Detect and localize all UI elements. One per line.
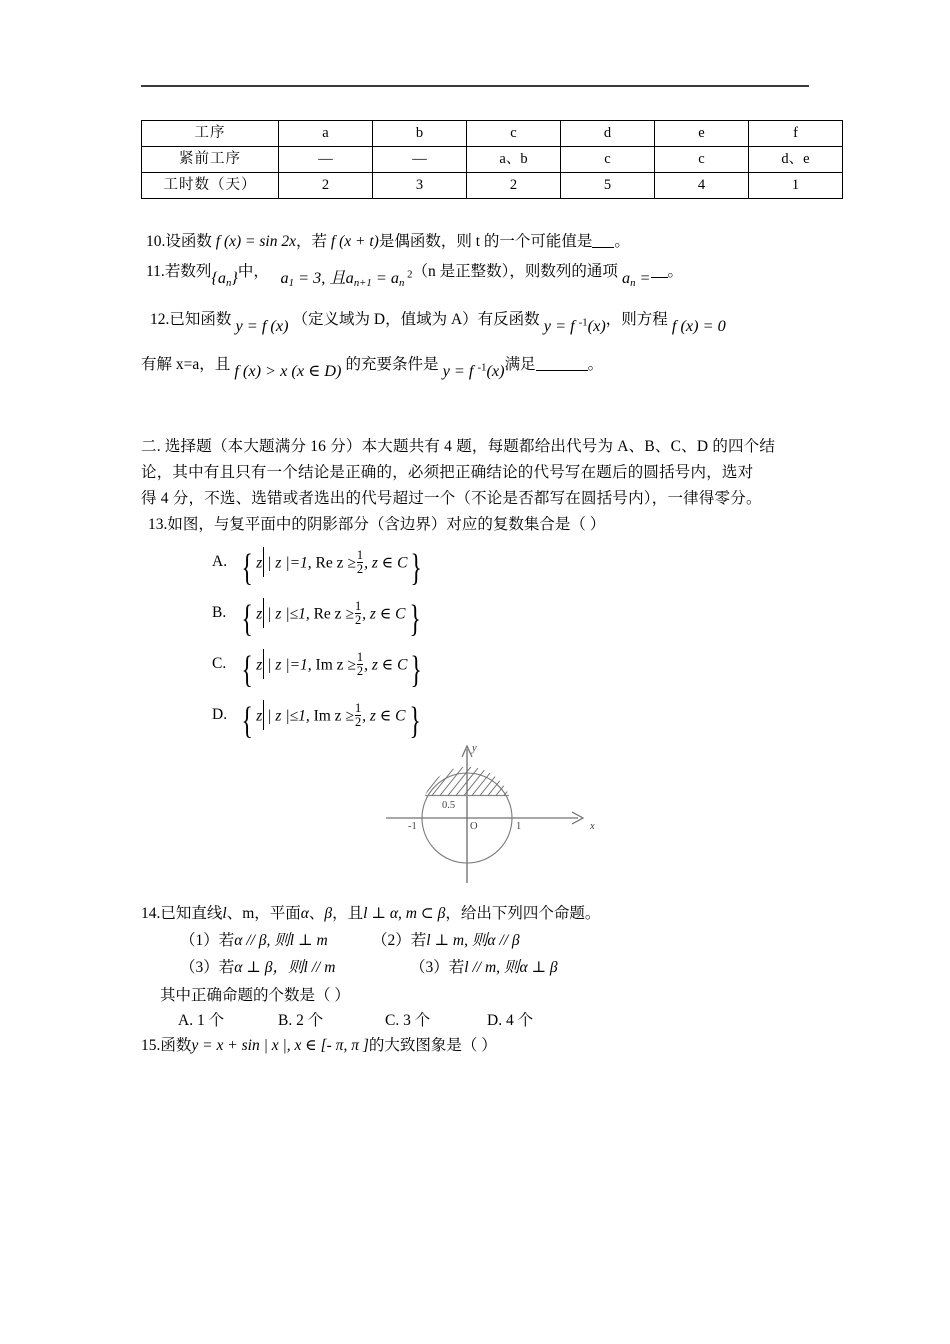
section-2-heading-line-3: 得 4 分，不选、选错或者选出的代号超过一个（不论是否都写在圆括号内），一律得零分。 — [141, 490, 762, 507]
complex-plane-figure — [350, 743, 610, 893]
option-c-expression: { z | z |=1, Im z ≥ $\frac{1}{2}$ , z ∈ C} — [241, 649, 423, 691]
option-a-expression: { z | z |=1, Re z ≥ $\frac{1}{2}$ , z ∈ C} — [241, 547, 423, 589]
question-12-text-5: 的充要条件是 — [345, 356, 439, 373]
question-13-stem-text: 如图，与复平面中的阴影部分（含边界）对应的复数集合是（ ） — [167, 516, 606, 533]
question-12-number: 12. — [150, 311, 170, 328]
question-12-text-1: 已知函数 — [169, 311, 232, 328]
question-10-number: 10. — [146, 233, 166, 250]
table-cell: d — [561, 121, 655, 147]
question-11-math-1: $\{a_n\}$ — [211, 268, 238, 289]
question-12-math-2: y = f $^{-1}$(x) — [543, 316, 606, 335]
question-11-answer-blank[interactable] — [651, 263, 668, 277]
question-10-text-1: 设函数 — [165, 233, 212, 250]
option-b-relation: ≥ — [345, 605, 354, 623]
header-rule — [141, 85, 809, 87]
complex-plane-svg — [350, 743, 610, 893]
proposition-3-text: 若 — [218, 959, 235, 976]
table-cell: 2 — [279, 173, 373, 199]
question-13-option-d[interactable] — [212, 699, 424, 743]
proposition-4-text: 若 — [448, 959, 465, 976]
table-row — [142, 173, 843, 199]
y-axis-label: y — [472, 743, 477, 754]
option-d-tail: , z ∈ C — [362, 707, 406, 725]
question-15-text-2: 的大致图象是（ ） — [368, 1037, 497, 1054]
question-14-ask: 其中正确命题的个数是（ ） — [160, 987, 350, 1004]
table-cell: b — [373, 121, 467, 147]
proposition-3-math: α ⊥ β，则l // m — [234, 959, 336, 976]
x-axis-label: x — [590, 821, 595, 832]
question-14-text-1: 已知直线 — [160, 905, 223, 922]
question-11-math-2: $a_1 = 3$, 且$a_{n+1} = a_n$ $^2$ — [280, 268, 413, 289]
option-a-label: A. — [212, 552, 228, 570]
option-b-tail: , z ∈ C — [362, 605, 406, 623]
hatch-pattern — [410, 763, 530, 803]
table-cell: — — [373, 147, 467, 173]
question-14-math-4: l ⊥ α, m ⊂ β — [363, 905, 446, 922]
proposition-4-math: l // m, 则α ⊥ β — [464, 959, 558, 976]
question-14-text-5: ，给出下列四个命题。 — [445, 905, 601, 922]
proposition-2-tag: （2） — [372, 932, 411, 949]
option-a-tail: , z ∈ C — [364, 554, 408, 572]
table-cell: d、e — [749, 147, 843, 173]
option-d-fraction: $\frac{1}{2}$ — [354, 701, 362, 729]
question-13-stem — [148, 515, 605, 534]
question-10-math-1: f (x) = sin 2x — [215, 233, 296, 250]
question-12-answer-blank[interactable] — [536, 356, 588, 370]
option-c-relation: ≥ — [347, 656, 356, 674]
question-10-text-4: 。 — [614, 233, 630, 250]
question-12-text-7: 。 — [587, 356, 604, 373]
option-c-tail: , z ∈ C — [364, 656, 408, 674]
table-row-header: 工时数（天） — [142, 173, 279, 199]
question-14-math-2: α — [300, 905, 309, 922]
question-12-math-4: f (x) > x (x ∈ D) — [234, 361, 346, 380]
question-14-number: 14. — [141, 905, 161, 922]
table-row-header: 紧前工序 — [142, 147, 279, 173]
option-c-fraction: $\frac{1}{2}$ — [356, 650, 364, 678]
tick-label-right: 1 — [516, 821, 522, 832]
question-13-number: 13. — [148, 516, 168, 533]
question-13-option-a[interactable] — [212, 546, 426, 590]
option-b-part: Re z — [313, 605, 342, 623]
question-14-math-3: β — [324, 905, 333, 922]
question-14-text-3: 、 — [308, 905, 325, 922]
option-a-fraction: $\frac{1}{2}$ — [356, 548, 364, 576]
option-d-relation: ≥ — [345, 707, 354, 725]
question-15-text-1: 函数 — [160, 1037, 192, 1054]
question-14-stem — [141, 904, 600, 923]
question-14-choice-d[interactable]: D. 4 个 — [487, 1012, 534, 1029]
question-13-option-b[interactable] — [212, 597, 424, 641]
question-14-proposition-1 — [180, 931, 328, 950]
proposition-2-math: l ⊥ m, 则α // β — [426, 932, 520, 949]
table-cell: c — [561, 147, 655, 173]
table-cell: c — [467, 121, 561, 147]
proposition-1-tag: （1） — [180, 932, 219, 949]
option-d-modulus: | z |≤1, — [267, 707, 310, 725]
question-10-answer-blank[interactable] — [592, 233, 614, 247]
question-14-proposition-3 — [180, 958, 335, 977]
question-12-math-3: f (x) = 0 — [671, 316, 726, 335]
question-11-number: 11. — [146, 263, 165, 280]
question-14-text-2: 、m，平面 — [226, 905, 301, 922]
table-cell: 4 — [655, 173, 749, 199]
question-11-text-1: 若数列 — [164, 263, 212, 280]
question-12-line-2 — [141, 355, 603, 381]
question-12-text-4: 有解 x=a，且 — [141, 356, 231, 373]
question-11-math-3: $a_n$ = — [621, 268, 651, 289]
table-cell: 5 — [561, 173, 655, 199]
question-12-text-3: ，则方程 — [605, 311, 668, 328]
option-d-part: Im z — [313, 707, 342, 725]
option-a-part: Re z — [315, 554, 344, 572]
table-row-header: 工序 — [142, 121, 279, 147]
chord-value-label: 0.5 — [442, 800, 456, 811]
option-d-expression: { z | z |≤1, Im z ≥ $\frac{1}{2}$ , z ∈ C} — [241, 700, 421, 742]
question-14-proposition-2 — [372, 931, 520, 950]
question-14-math-1: l — [222, 905, 227, 922]
question-14-choice-a[interactable]: A. 1 个 — [178, 1012, 225, 1029]
proposition-4-tag: （3） — [410, 959, 449, 976]
question-14-choice-b[interactable]: B. 2 个 — [278, 1012, 324, 1029]
table-cell: c — [655, 147, 749, 173]
table-row — [142, 121, 843, 147]
question-12-text-2: （定义域为 D，值域为 A）有反函数 — [292, 311, 540, 328]
question-10-math-2: f (x + t) — [330, 233, 379, 250]
table-cell: — — [279, 147, 373, 173]
question-15-math-1: y = x + sin | x |, x ∈ [- π, π ] — [191, 1037, 369, 1054]
table-cell: a — [279, 121, 373, 147]
question-15-number: 15. — [141, 1037, 161, 1054]
proposition-1-text: 若 — [218, 932, 235, 949]
question-10 — [146, 232, 630, 251]
proposition-2-text: 若 — [410, 932, 427, 949]
table-row — [142, 147, 843, 173]
table-cell: 3 — [373, 173, 467, 199]
question-12-line-1 — [150, 310, 726, 336]
question-10-text-3: 是偶函数，则 t 的一个可能值是 — [378, 233, 593, 250]
question-12-math-1: y = f (x) — [235, 316, 293, 335]
origin-label: O — [470, 821, 478, 832]
question-10-text-2: ，若 — [296, 233, 328, 250]
option-c-label: C. — [212, 654, 227, 672]
process-schedule-table — [141, 120, 843, 199]
option-b-fraction: $\frac{1}{2}$ — [354, 599, 362, 627]
option-b-modulus: | z |≤1, — [267, 605, 310, 623]
option-a-modulus: | z |=1, — [267, 554, 312, 572]
table-cell: 1 — [749, 173, 843, 199]
option-c-modulus: | z |=1, — [267, 656, 312, 674]
table-cell: 2 — [467, 173, 561, 199]
option-d-label: D. — [212, 705, 228, 723]
table-cell: e — [655, 121, 749, 147]
table-cell: a、b — [467, 147, 561, 173]
question-11-text-4: 。 — [667, 263, 684, 280]
question-11-text-2: 中， — [237, 263, 269, 280]
question-11-text-3: （n 是正整数），则数列的通项 — [412, 263, 618, 280]
table-cell: f — [749, 121, 843, 147]
option-b-label: B. — [212, 603, 227, 621]
question-11 — [146, 262, 683, 290]
section-2-heading-line-1: 二. 选择题（本大题满分 16 分）本大题共有 4 题，每题都给出代号为 A、B、C、D 的四个结 — [141, 438, 776, 455]
option-b-expression: { z | z |≤1, Re z ≥ $\frac{1}{2}$ , z ∈ C} — [241, 598, 421, 640]
tick-label-left: -1 — [408, 821, 417, 832]
question-12-math-5: y = f $^{-1}$(x) — [442, 361, 505, 380]
question-14-choice-c[interactable]: C. 3 个 — [385, 1012, 431, 1029]
option-a-relation: ≥ — [347, 554, 356, 572]
proposition-1-math: α // β, 则l ⊥ m — [234, 932, 328, 949]
option-c-part: Im z — [315, 656, 344, 674]
section-2-heading-line-2: 论，其中有且只有一个结论是正确的，必须把正确结论的代号写在题后的圆括号内，选对 — [141, 464, 754, 481]
question-14-proposition-4 — [410, 958, 558, 977]
question-15 — [141, 1036, 497, 1055]
question-13-option-c[interactable] — [212, 648, 426, 692]
question-14-text-4: ，且 — [332, 905, 364, 922]
proposition-3-tag: （3） — [180, 959, 219, 976]
question-12-text-6: 满足 — [504, 356, 536, 373]
